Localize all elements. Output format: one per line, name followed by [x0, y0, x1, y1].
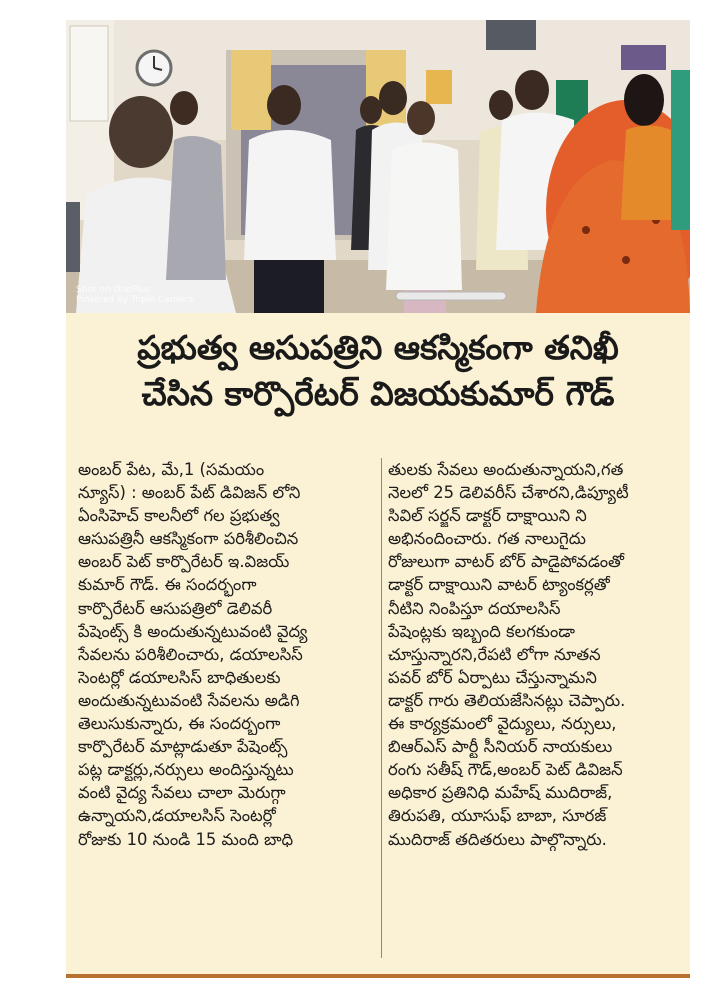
headline [66, 325, 690, 417]
article-line: అభినందించారు. గత నాలుగైదు [388, 529, 586, 549]
article-line: కుమార్ గౌడ్. ఈ సందర్భంగా [78, 575, 257, 595]
camera-watermark [76, 285, 193, 305]
article-line: పవర్ బోర్ ఏర్పాటు చేస్తున్నామని [388, 667, 597, 687]
article-line: అంబర్ పేట, మే,1 (సమయం [78, 460, 265, 479]
article-line: రంగు సతీష్ గౌడ్,అంబర్ పెట్ డివిజన్ [388, 760, 623, 780]
article-line: ఉన్నాయని,డయాలసిస్ సెంటర్లో [78, 806, 276, 826]
article-line: తెలుసుకున్నారు, ఈ సందర్భంగా [78, 714, 281, 734]
article-line: పట్ల డాక్టర్లు,నర్సులు అందిస్తున్నటు [78, 760, 294, 780]
article-line: రోజులుగా వాటర్ బోర్ పాడైపోవడంతో [388, 552, 625, 572]
article-line: ఆసుపత్రినీ ఆకస్మికంగా పరిశీలించిన [78, 529, 299, 549]
article-line: బిఆర్ఎస్ పార్టీ సీనియర్ నాయకులు [388, 737, 613, 757]
article-line: ఏంసిహెచ్ కాలనీలో గల ప్రభుత్వ [78, 506, 280, 526]
article-line: చూస్తున్నారని,రేపటి లోగా నూతన [388, 644, 601, 664]
article-line: తిరుపతి, యూసుఫ్ బాబా, సూరజ్ [388, 806, 607, 826]
article-line: కార్పొరేటర్ ఆసుపత్రిలో డెలివరీ [78, 598, 273, 618]
watermark-line-1: Shot on OnePlus [76, 285, 151, 295]
article-line: అంబర్ పెట్ కార్పొరేటర్ ఇ.విజయ్ [78, 552, 290, 572]
article-line: సివిల్ సర్జన్ డాక్టర్ దాక్షాయిని ని [388, 506, 587, 526]
headline-line-2: చేసిన కార్పొరేటర్ విజయకుమార్ గౌడ్ [141, 374, 615, 413]
article-line: నీటిని నింపిస్తూ దయాలసిస్ [388, 598, 561, 618]
article-line: వంటి వైద్య సేవలు చాలా మెరుగ్గా [78, 783, 286, 803]
bottom-rule [66, 974, 690, 978]
article-line: డాక్టర్ గారు తెలియజేసినట్లు చెప్పారు. [388, 690, 626, 710]
article-line: ఈ కార్యక్రమంలో వైద్యులు, నర్సులు, [388, 714, 617, 734]
article-column-left [78, 458, 374, 851]
hospital-visit-photo [66, 20, 690, 313]
article-line: డాక్టర్ దాక్షాయిని వాటర్ ట్యాంకర్లతో [388, 575, 610, 595]
article-line: ముదిరాజ్ తదితరులు పాల్గొన్నారు. [388, 829, 607, 849]
article-line: కార్పొరేటర్ మాట్లాడుతూ పేషెంట్స్ [78, 737, 288, 757]
article-line: పేషెంట్లకు ఇబ్బంది కలగకుండా [388, 621, 576, 641]
article-line: నెలలో 25 డెలివరీస్ చేశారని,డిప్యూటీ [388, 483, 629, 503]
article-column-right [388, 458, 684, 851]
article-line: అధికార ప్రతినిధి మహేష్ ముదిరాజ్, [388, 783, 613, 803]
article-line: న్యూస్) : అంబర్ పేట్ డివిజన్ లోని [78, 483, 301, 503]
headline-line-1: ప్రభుత్వ ఆసుపత్రిని ఆకస్మికంగా తనిఖీ [137, 328, 619, 367]
article-body [72, 458, 684, 966]
newspaper-clipping [66, 20, 690, 978]
watermark-line-2: Powered by Triple Camera [76, 295, 194, 305]
article-line: తులకు సేవలు అందుతున్నాయని,గత [388, 460, 624, 479]
article-photo [66, 20, 690, 313]
column-divider [381, 458, 382, 958]
article-line: సెంటర్లో డయాలసిస్ బాధితులకు [78, 667, 281, 687]
article-line: పేషెంట్స్ కి అందుతున్నటువంటి వైద్య [78, 621, 308, 641]
article-line: రోజుకు 10 నుండి 15 మంది బాధి [78, 829, 294, 849]
article-line: అందుతున్నటువంటి సేవలను అడిగి [78, 690, 300, 710]
article-line: సేవలను పరిశీలించారు, డయాలసిస్ [78, 644, 303, 664]
